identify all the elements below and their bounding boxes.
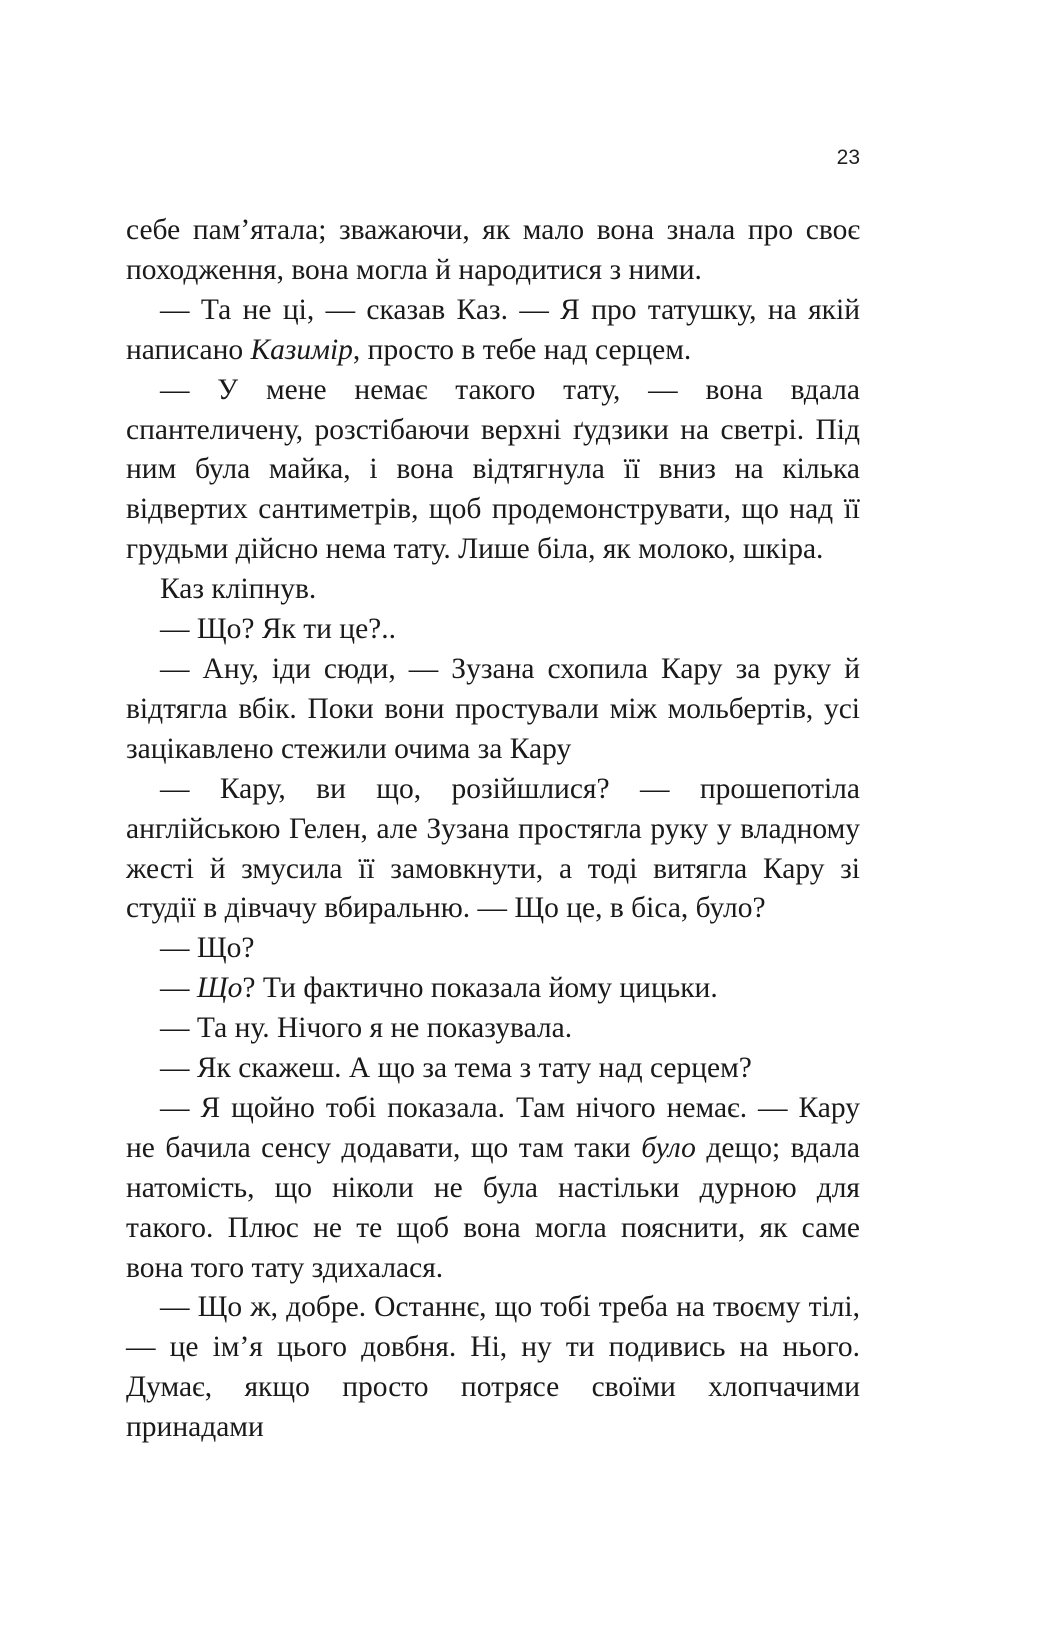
paragraph	[126, 291, 860, 371]
text-run: ? Ти фактично показала йому цицьки.	[242, 972, 718, 1005]
italic-text: Що	[196, 972, 243, 1005]
text-run: — Та не ці, — сказав Каз. — Я про татушку, на якій написано	[126, 293, 860, 366]
text-run: Каз кліпнув.	[160, 573, 317, 606]
italic-text: було	[641, 1131, 696, 1164]
text-run: , просто в тебе над серцем.	[352, 333, 692, 366]
text-run: — Що?	[160, 932, 255, 965]
text-run: — Ану, іди сюди, — Зузана схопила Кару за руку й відтягла вбік. Поки вони простували між мольбертів, усі зацікавлено стежили очима за Кару	[126, 652, 860, 765]
page-number: 23	[836, 146, 860, 169]
paragraph	[126, 929, 860, 969]
text-run: — У мене немає такого тату, — вона вдала спантеличену, розстібаючи верхні ґудзики на светрі. Під ним була майка, і вона відтягнула її вниз на кілька відвертих сантиметрів, щоб продемонструвати, що над її грудьми дійсно нема тату. Лише біла, як молоко, шкіра.	[126, 373, 860, 566]
paragraph	[126, 969, 860, 1009]
text-run: себе пам’ятала; зважаючи, як мало вона знала про своє походження, вона могла й народитися з ними.	[126, 214, 860, 286]
italic-text: Казимір	[250, 333, 353, 366]
paragraph	[126, 770, 860, 930]
paragraph	[126, 570, 860, 610]
paragraph	[126, 650, 860, 770]
paragraph	[126, 610, 860, 650]
text-run: — Кару, ви що, розійшлися? — прошепотіла англійською Гелен, але Зузана простягла руку у владному жесті й змусила її замовкнути, а тоді витягла Кару зі студії в дівчачу вбиральню. — Що це, в біса, було?	[126, 772, 860, 925]
text-run: — Що ж, добре. Останнє, що тобі треба на твоєму тілі, — це ім’я цього довбня. Ні, ну ти подивись на нього. Думає, якщо просто потрясе своїми хлопчачими принадами	[126, 1291, 860, 1444]
paragraph	[126, 1009, 860, 1049]
paragraph	[126, 1288, 860, 1448]
text-run: — Та ну. Нічого я не показувала.	[160, 1012, 573, 1045]
paragraph	[126, 211, 860, 291]
text-run: дещо; вдала натомість, що ніколи не була настільки дурною для такого. Плюс не те щоб вона могла пояснити, як саме вона того тату здихалася.	[126, 1131, 860, 1284]
paragraph	[126, 1049, 860, 1089]
text-run: — Я щойно тобі показала. Там нічого немає. — Кару не бачила сенсу додавати, що там таки	[126, 1091, 860, 1164]
text-run: — Що? Як ти це?..	[160, 613, 397, 646]
paragraph	[126, 1089, 860, 1289]
paragraph	[126, 371, 860, 571]
body-text	[126, 211, 860, 1448]
text-run: —	[160, 972, 197, 1005]
text-run: — Як скажеш. А що за тема з тату над серцем?	[160, 1052, 752, 1085]
